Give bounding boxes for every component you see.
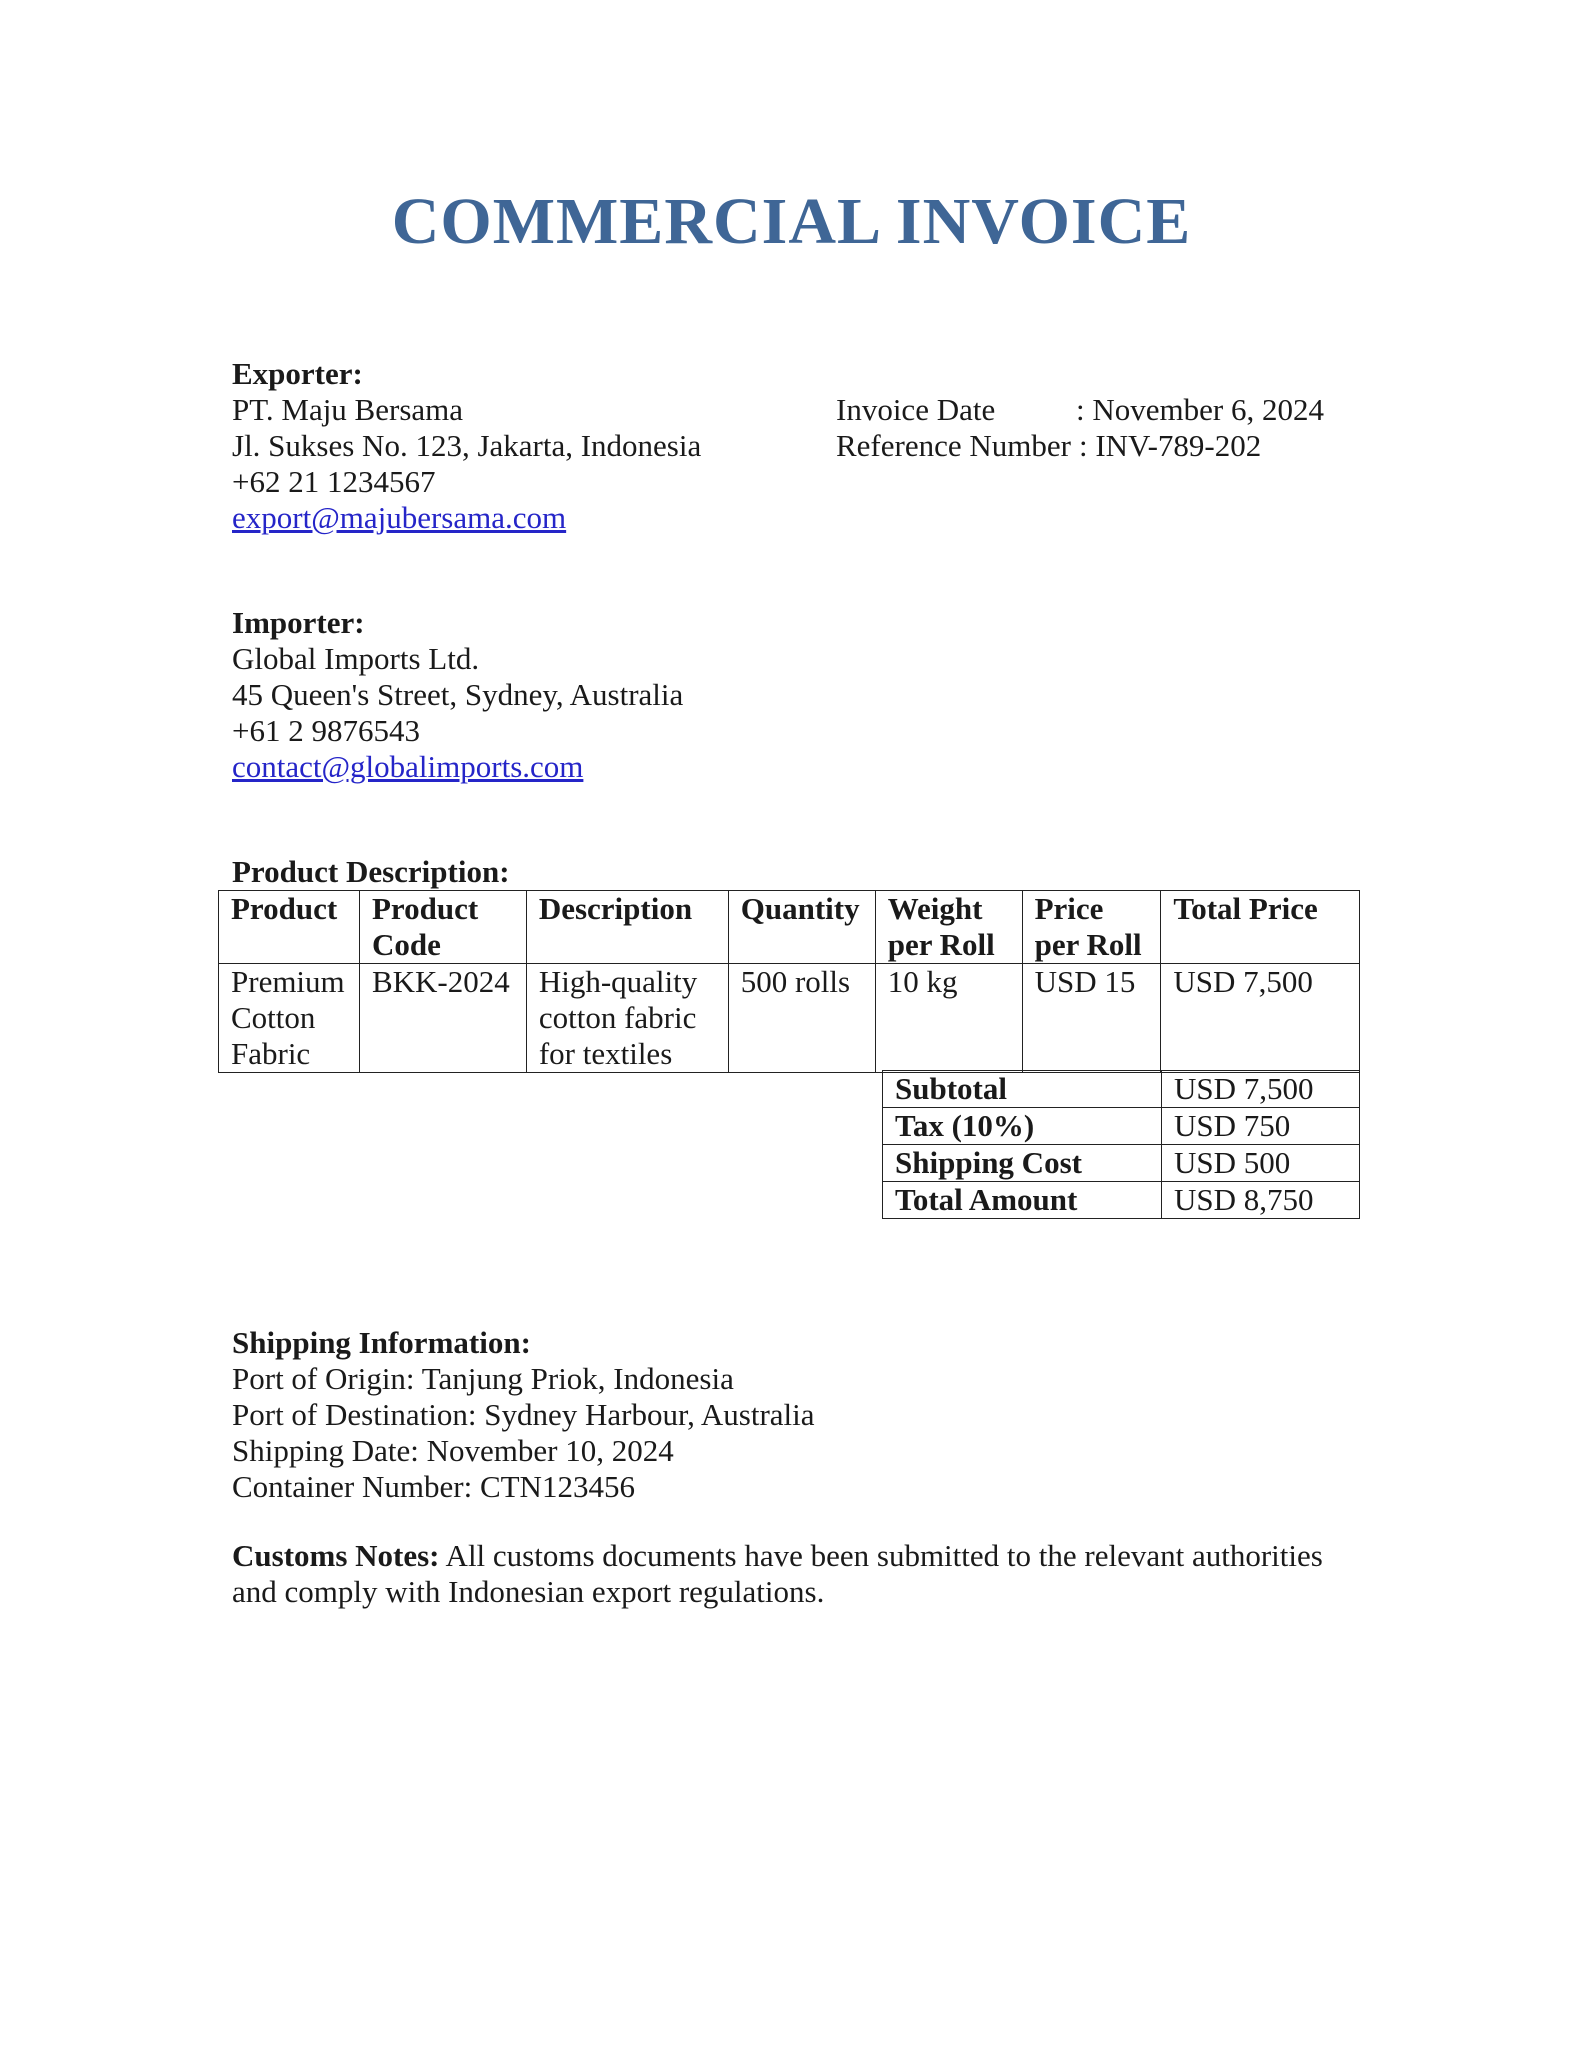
totals-table — [882, 1070, 1360, 1219]
cell-total-price: USD 7,500 — [1161, 964, 1360, 1073]
totals-row-tax — [883, 1108, 1360, 1145]
totals-row-shipping-cost — [883, 1145, 1360, 1182]
importer-name: Global Imports Ltd. — [232, 641, 480, 676]
reference-number-value: : INV-789-202 — [1078, 428, 1262, 463]
importer-block — [232, 605, 683, 785]
invoice-date-value: : November 6, 2024 — [1076, 392, 1324, 427]
invoice-meta — [836, 392, 1324, 464]
customs-notes — [232, 1538, 1362, 1610]
subtotal-label: Subtotal — [883, 1071, 1162, 1108]
shipping-cost-label: Shipping Cost — [883, 1145, 1162, 1182]
shipping-information-block — [232, 1325, 815, 1505]
column-header-description: Description — [526, 891, 728, 964]
cell-price-per-roll: USD 15 — [1022, 964, 1161, 1073]
port-of-destination: Port of Destination: Sydney Harbour, Australia — [232, 1397, 815, 1432]
shipping-cost-value: USD 500 — [1162, 1145, 1360, 1182]
product-description-heading: Product Description: — [232, 854, 510, 889]
column-header-weight-per-roll: Weight per Roll — [875, 891, 1022, 964]
importer-label: Importer: — [232, 605, 365, 640]
exporter-block — [232, 356, 701, 536]
importer-phone: +61 2 9876543 — [232, 713, 420, 748]
customs-notes-label: Customs Notes: — [232, 1538, 440, 1573]
cell-weight-per-roll: 10 kg — [875, 964, 1022, 1073]
tax-value: USD 750 — [1162, 1108, 1360, 1145]
port-of-origin: Port of Origin: Tanjung Priok, Indonesia — [232, 1361, 734, 1396]
shipping-information-label: Shipping Information: — [232, 1325, 531, 1360]
column-header-total-price: Total Price — [1161, 891, 1360, 964]
totals-row-subtotal — [883, 1071, 1360, 1108]
products-header-row — [219, 891, 1360, 964]
column-header-quantity: Quantity — [728, 891, 875, 964]
page-title: COMMERCIAL INVOICE — [391, 185, 1192, 258]
exporter-address: Jl. Sukses No. 123, Jakarta, Indonesia — [232, 428, 702, 463]
reference-number-row — [836, 428, 1324, 464]
cell-product: Premium Cotton Fabric — [219, 964, 360, 1073]
totals-row-total-amount — [883, 1182, 1360, 1219]
tax-label: Tax (10%) — [883, 1108, 1162, 1145]
cell-product-code: BKK-2024 — [359, 964, 526, 1073]
column-header-product: Product — [219, 891, 360, 964]
invoice-date-row — [836, 392, 1324, 428]
exporter-phone: +62 21 1234567 — [232, 464, 436, 499]
table-row — [219, 964, 1360, 1073]
exporter-name: PT. Maju Bersama — [232, 392, 464, 427]
container-number: Container Number: CTN123456 — [232, 1469, 635, 1504]
exporter-label: Exporter: — [232, 356, 363, 391]
column-header-price-per-roll: Price per Roll — [1022, 891, 1161, 964]
customs-notes-text: All customs documents have been submitted to the relevant authorities and comply with Indonesian export regulations. — [232, 1538, 1323, 1609]
total-amount-label: Total Amount — [883, 1182, 1162, 1219]
exporter-email-link[interactable]: export@majubersama.com — [232, 500, 567, 535]
subtotal-value: USD 7,500 — [1162, 1071, 1360, 1108]
total-amount-value: USD 8,750 — [1162, 1182, 1360, 1219]
invoice-date-label: Invoice Date — [836, 392, 996, 427]
shipping-date: Shipping Date: November 10, 2024 — [232, 1433, 674, 1468]
products-table — [218, 890, 1360, 1073]
importer-email-link[interactable]: contact@globalimports.com — [232, 749, 584, 784]
column-header-product-code: Product Code — [359, 891, 526, 964]
importer-address: 45 Queen's Street, Sydney, Australia — [232, 677, 684, 712]
cell-quantity: 500 rolls — [728, 964, 875, 1073]
cell-description: High-quality cotton fabric for textiles — [526, 964, 728, 1073]
reference-number-label: Reference Number — [836, 428, 1071, 463]
